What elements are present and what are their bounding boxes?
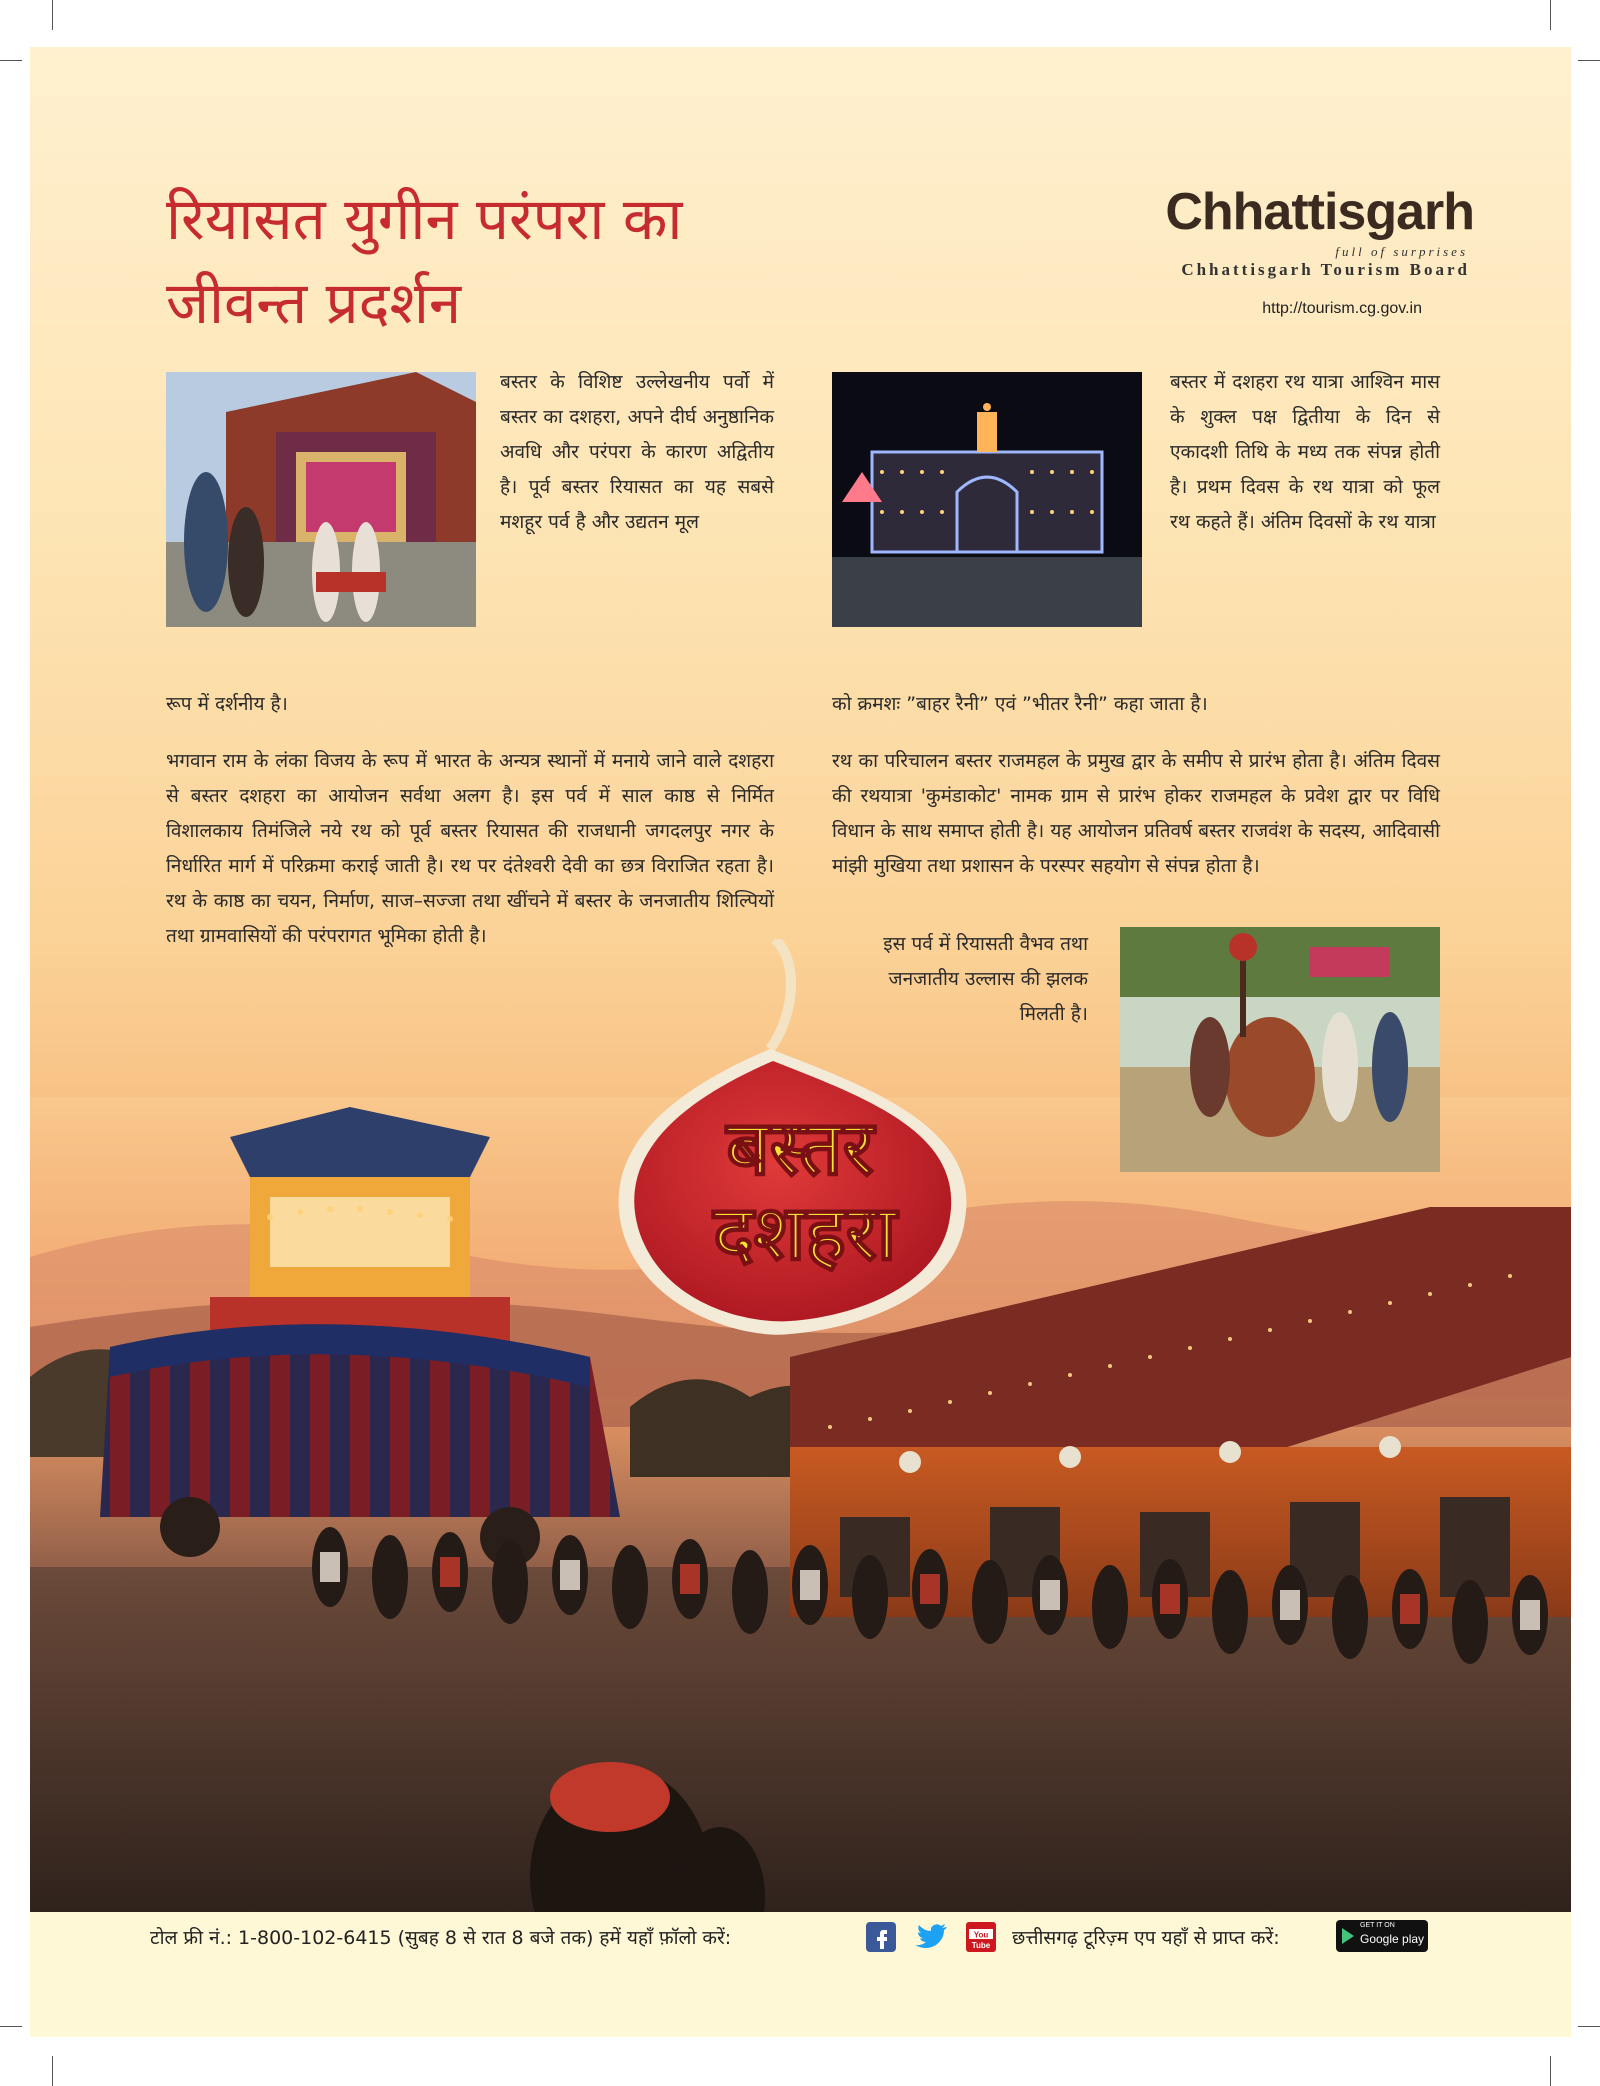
logo-board-name: Chhattisgarh Tourism Board — [1181, 260, 1470, 279]
temple-photo — [166, 372, 476, 627]
play-store-icon — [1342, 1928, 1354, 1944]
crop-mark — [1550, 2056, 1551, 2086]
app-download-text: छत्तीसगढ़ टूरिज़्म एप यहाँ से प्राप्त करें: — [1012, 1927, 1280, 1949]
twitter-icon[interactable] — [914, 1922, 948, 1956]
crop-mark — [52, 0, 53, 30]
website-url[interactable]: http://tourism.cg.gov.in — [1262, 300, 1422, 317]
google-play-button[interactable] — [1336, 1920, 1428, 1952]
footer-bar — [30, 1912, 1571, 2037]
advertisement-page — [30, 47, 1571, 2037]
palace-night-photo — [832, 372, 1142, 627]
crop-mark — [1578, 2026, 1600, 2027]
title-line-1: रियासत युगीन परंपरा का — [166, 185, 683, 253]
badge-line-1: बस्तर — [726, 1103, 874, 1192]
svg-text:Tube: Tube — [971, 1941, 991, 1950]
bastar-dashehra-badge — [595, 939, 985, 1359]
left-intro-text: बस्तर के विशिष्ट उल्लेखनीय पर्वो में बस्तर का दशहरा, अपने दीर्घ अनुष्ठानिक अवधि और परंपरा के कारण अद्वितीय है। पूर्व बस्तर रियासत का यह सबसे मशहूर पर्व है और उद्यतन मूल — [500, 371, 774, 533]
chhattisgarh-logo — [1074, 182, 1474, 317]
right-body-text: रथ का परिचालन बस्तर राजमहल के प्रमुख द्वार के समीप से प्रारंभ होता है। अंतिम दिवस की रथयात्रा 'कुमंडाकोट' नामक ग्राम से प्रारंभ होकर राजमहल के प्रवेश द्वार पर विधि विधान के साथ समाप्त होती है। यह आयोजन प्रतिवर्ष बस्तर राजवंश के सदस्य, आदिवासी मांझी मुखिया तथा प्रशासन के परस्पर सहयोग से संपन्न होता है। — [832, 750, 1440, 877]
crop-mark — [0, 60, 22, 61]
facebook-icon[interactable] — [866, 1922, 896, 1956]
right-intro-end-text: को क्रमशः ”बाहर रैनी” एवं ”भीतर रैनी” कहा जाता है। — [832, 693, 1208, 715]
play-small-label: GET IT ON — [1360, 1922, 1395, 1929]
logo-wordmark: Chhattisgarh — [1165, 183, 1474, 241]
tribal-dance-photo — [1120, 927, 1440, 1172]
badge-line-2: दशहरा — [713, 1188, 897, 1277]
logo-tagline: full of surprises — [1335, 244, 1468, 259]
left-intro-end-text: रूप में दर्शनीय है। — [166, 693, 288, 715]
crop-mark — [0, 2026, 22, 2027]
crop-mark — [1550, 0, 1551, 30]
page-title — [166, 177, 682, 345]
left-body-text: भगवान राम के लंका विजय के रूप में भारत के अन्यत्र स्थानों में मनाये जाने वाले दशहरा से बस्तर दशहरा का आयोजन सर्वथा अलग है। इस पर्व में साल काष्ठ से निर्मित विशालकाय तिमंजिले नये रथ को पूर्व बस्तर रियासत की राजधानी जगदलपुर नगर के निर्धारित मार्ग में परिक्रमा कराई जाती है। रथ पर दंतेश्वरी देवी का छत्र विराजित रहता है। रथ के काष्ठ का चयन, निर्माण, साज–सज्जा तथा खींचने में बस्तर के जनजातीय शिल्पियों तथा ग्रामवासियों की परंपरागत भूमिका होती है। — [166, 750, 774, 947]
play-big-label: Google play — [1360, 1932, 1425, 1946]
toll-free-text: टोल फ्री नं.: 1-800-102-6415 (सुबह 8 से रात 8 बजे तक) हमें यहाँ फ़ॉलो करें: — [150, 1927, 732, 1949]
title-line-2: जीवन्त प्रदर्शन — [166, 269, 462, 337]
youtube-icon[interactable] — [966, 1922, 996, 1956]
svg-text:You: You — [973, 1930, 989, 1940]
crop-mark — [52, 2056, 53, 2086]
right-intro-text: बस्तर में दशहरा रथ यात्रा आश्विन मास के शुक्ल पक्ष द्वितीया के दिन से एकादशी तिथि के मध्य तक संपन्न होती है। प्रथम दिवस के रथ यात्रा को फूल रथ कहते हैं। अंतिम दिवसों के रथ यात्रा — [1170, 371, 1440, 533]
crop-mark — [1578, 60, 1600, 61]
right-tail-text: इस पर्व में रियासती वैभव तथा जनजातीय उल्लास की झलक मिलती है। — [883, 933, 1088, 1025]
